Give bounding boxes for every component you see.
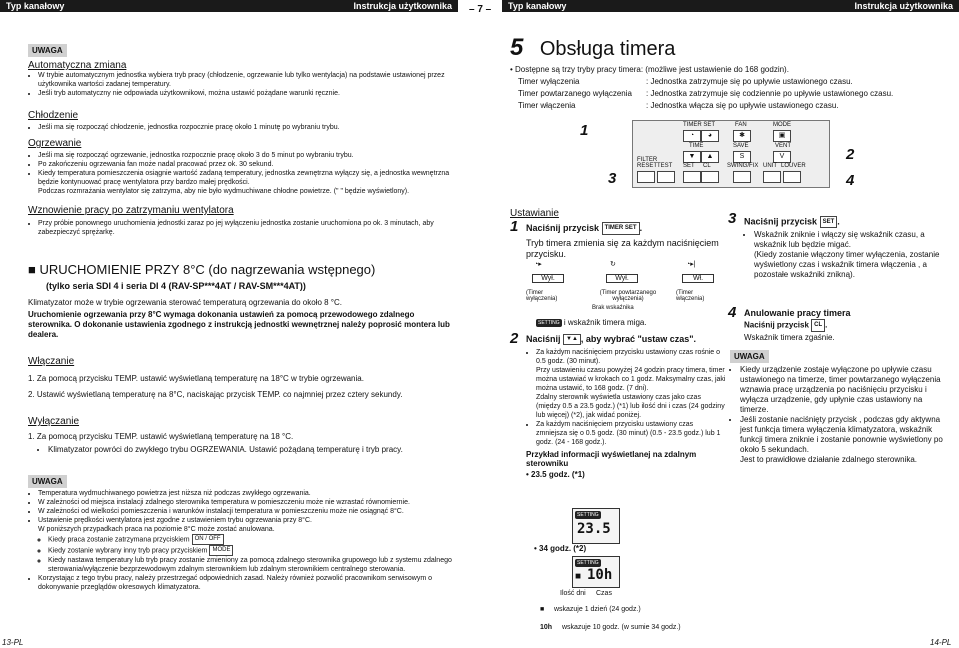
auto-bullet-2: • Jeśli tryb automatyczny nie odpowiada użytkownikowi, można ustawić pożądane warunki ręcznie.	[38, 89, 456, 98]
setting-line: i wskaźnik timera miga.	[563, 318, 647, 327]
label-reset: RESET	[637, 163, 658, 169]
note-4e: ◦ Kiedy nastawa temperatury lub tryb pracy zostanie zmieniony za pomocą zdalnego sterownika grupowego lub z systemu zdalnego sterowania/wyłączenie bezprzewodowym zdalnym sterownikiem lub zdalnym sterownikiem centralnego sterowania.	[48, 556, 456, 574]
step-4-number: 4	[728, 304, 737, 321]
label-filter: FILTER	[637, 157, 658, 163]
legend-2	[540, 624, 681, 631]
no-indicator-label: Brak wskaźnika	[592, 305, 634, 311]
step-1-heading: Naciśnij przycisk TIMER SET .	[526, 222, 726, 235]
legend-1-marker: ■	[540, 606, 545, 613]
step-2-bullet-1c: Zdalny sterownik wyświetla ustawiony czas jako czas (między 0.5 a 23.5 godz.) (*1) lub ilość dni i czas (24 godziny lub więcej) (*2), jak widać poniżej.	[536, 394, 725, 419]
preheat-title-block	[28, 262, 456, 291]
auto-bullet-1: • W trybie automatycznym jednostka wybiera tryb pracy (chłodzenie, ogrzewanie lub tylko wentylacja) na podstawie ustawionej przez użytkownika wartości zadanej temperatury.	[38, 71, 456, 89]
label-swing: SWING/FIX	[727, 163, 759, 169]
time-button-icon: ▼▲	[563, 334, 581, 345]
step-3-number: 3	[728, 210, 737, 227]
step-2-bullet-1	[536, 348, 726, 420]
vent-button[interactable]: V	[773, 151, 791, 163]
on-title: Włączanie	[28, 356, 75, 367]
step-2-title-a: Naciśnij	[526, 333, 561, 344]
repeat-icon: ↻	[610, 261, 616, 268]
on-timer-icon: ◔▸|	[686, 261, 696, 268]
note-1: • Temperatura wydmuchiwanego powietrza jest niższa niż podczas zwykłego ogrzewania.	[38, 489, 456, 498]
filter-reset-button[interactable]	[637, 171, 655, 183]
label-vent: VENT	[775, 143, 792, 149]
note-4d-text: Kiedy zostanie wybrany inny tryb pracy przyciskiem	[48, 547, 208, 555]
timer-row-1-key: Timer powtarzanego wyłączenia	[518, 89, 632, 98]
time-down-button[interactable]: ▼	[683, 151, 701, 163]
note-5: • Korzystając z tego trybu pracy, należy przestrzegać odpowiednich zasad. Należy również pozwolić pracownikom serwisowym o dokonywanie przeglądów okresowych klimatyzatora.	[38, 574, 456, 592]
right-footer: 14-PL	[930, 638, 952, 647]
legend-1-text: wskazuje 1 dzień (24 godz.)	[553, 606, 641, 613]
label-set: SET	[683, 163, 695, 169]
left-header-right: Instrukcja użytkownika	[353, 1, 452, 11]
off-timer-icon: ◔▸	[534, 261, 542, 268]
right-note-2b: Jest to prawidłowe działanie zdalnego sterownika.	[740, 455, 917, 464]
example-title: Przykład informacji wyświetlanej na zdalnym sterowniku	[526, 450, 697, 468]
louver-button[interactable]	[783, 171, 801, 183]
heat-bullet-2: • Po zakończeniu ogrzewania fan może nadal pracować przez ok. 30 sekund.	[38, 160, 456, 169]
step-4-heading: Naciśnij przycisk CL .	[744, 319, 952, 332]
preheat-title: URUCHOMIENIE PRZY 8°C (do nagrzewania wstępnego)	[39, 262, 376, 277]
note-2: • W zależności od miejsca instalacji zdalnego sterownika temperatura w pomieszczeniu może nie wzrastać równomiernie.	[38, 498, 456, 507]
step-2-bullet-1-text: Za każdym naciśnięciem przycisku ustawiony czas rośnie o 0.5 godz. (30 minut).	[536, 349, 721, 365]
step-4	[744, 308, 952, 343]
timer-row-1	[510, 88, 950, 100]
auto-section	[28, 60, 456, 98]
right-notes	[730, 365, 950, 465]
step-3-heading: Naciśnij przycisk SET .	[744, 216, 840, 227]
step-3-bullet	[754, 230, 952, 280]
heat-section	[28, 138, 456, 196]
mode-label-1: (Timer powtarzanego wyłączenia)	[599, 290, 657, 302]
section-title: Obsługa timera	[539, 38, 676, 60]
timer-intro	[510, 64, 950, 112]
step-2-number: 2	[510, 330, 519, 347]
callout-2: 2	[846, 146, 855, 163]
step-3-bullet-text: Wskaźnik zniknie i włączy się wskaźnik czasu, a wskaźnik lub będzie migać.	[754, 230, 925, 249]
preheat-subtitle: (tylko seria SDI 4 i seria DI 4 (RAV-SP***4AT / RAV-SM***4AT))	[46, 281, 306, 291]
heat-bullet-3: • Kiedy temperatura pomieszczenia osiągnie wartość zadaną temperatury, jednostka zewnętrzna wyłączy się, a jednostka wewnętrzna będzie kontynuować pracę wentylatora przy bardzo małej prędkości.	[38, 169, 456, 187]
label-test: TEST	[657, 163, 673, 169]
step-4-desc: Wskaźnik timera zgaśnie.	[744, 333, 835, 342]
resume-section	[28, 205, 456, 237]
preheat-intro	[28, 298, 456, 340]
cl-button-icon: CL	[811, 319, 825, 332]
uwaga-badge-bottom: UWAGA	[28, 475, 67, 488]
legend-1	[540, 606, 641, 613]
timer-row-0-key: Timer wyłączenia	[518, 77, 580, 86]
left-footer: 13-PL	[2, 638, 24, 647]
preheat-heading	[28, 262, 456, 277]
unit-button[interactable]	[763, 171, 781, 183]
on-off-button-icon: ON / OFF	[192, 534, 224, 545]
off-section	[28, 416, 456, 455]
test-button[interactable]	[657, 171, 675, 183]
label-cl: CL	[703, 163, 711, 169]
label-time: TIME	[689, 143, 704, 149]
remote-panel	[632, 120, 830, 188]
label-unit: UNIT	[763, 163, 777, 169]
note-4d	[48, 545, 456, 556]
mode-button-icon: MODE	[209, 545, 233, 556]
left-header-bar	[0, 0, 458, 12]
step-3-bullet-c: (Kiedy zostanie włączony timer wyłączenia, zostanie wyświetlony czas i wskaźnik timera włączenia , a pozostałe wskaźniki znikną).	[754, 250, 940, 279]
time-up-button[interactable]: ▲	[701, 151, 719, 163]
mode-button[interactable]: ▣	[773, 130, 791, 142]
lcd-example-1	[572, 508, 620, 544]
timer-row-2	[510, 100, 950, 112]
step-2-bullet-1b: Przy ustawieniu czasu powyżej 24 godzin pracy timera, timer można ustawiać w krokach co 1 godz. Maksymalny czas, jaki można ustawić, to 168 godz. (7 dni).	[536, 367, 726, 392]
fan-button[interactable]: ✱	[733, 130, 751, 142]
timer-row-0	[510, 76, 950, 88]
step-1-desc: Tryb timera zmienia się za każdym naciśnięciem przycisku.	[526, 238, 719, 259]
on-section	[28, 356, 456, 400]
note-3: • W zależności od wielkości pomieszczenia i warunków instalacji temperatura w pomieszczeniu może nie osiągnąć 8°C.	[38, 507, 456, 516]
timer-down-button[interactable]: ◕	[701, 130, 719, 142]
step-2-title-b: , aby wybrać "ustaw czas".	[580, 333, 697, 344]
lcd-1-setting-badge: SETTING	[577, 512, 599, 518]
timer-row-0-val: : Jednostka zatrzymuje się po upływie ustawionego czasu.	[646, 77, 853, 86]
callout-3: 3	[608, 170, 617, 187]
mode-label-0: (Timer wyłączenia)	[526, 290, 558, 302]
label-louver: LOUVER	[781, 163, 806, 169]
example-1-text: 23.5 godz. (*1)	[531, 470, 585, 479]
on-step-2: 2. Ustawić wyświetlaną temperaturę na 8°C, naciskając przycisk TEMP. co najmniej przez cztery sekundy.	[28, 390, 403, 399]
timer-intro-text: • Dostępne są trzy tryby pracy timera: (możliwe jest ustawienie do 168 godzin).	[510, 65, 789, 74]
setup-title: Ustawianie	[510, 208, 559, 219]
right-header-right: Instrukcja użytkownika	[854, 1, 953, 11]
timer-row-2-val: : Jednostka włącza się po upływie ustawionego czasu.	[646, 101, 839, 110]
section-heading	[510, 34, 675, 62]
left-header-title: Typ kanałowy	[6, 1, 65, 11]
example-1-label: • 23.5 godz. (*1)	[526, 470, 585, 479]
heat-defrost-note: Podczas rozmrażania wentylator się zatrzyma, aby nie było wydmuchiwane chłodne powietrze. (" " będzie wyświetlony).	[38, 188, 410, 195]
heat-title: Ogrzewanie	[28, 138, 82, 149]
timer-intro-line: Dostępne są trzy tryby pracy timera: (możliwe jest ustawienie do 168 godzin).	[515, 65, 789, 74]
setting-badge: SETTING	[538, 319, 560, 326]
auto-title: Automatyczna zmiana	[28, 60, 127, 71]
mode-box-0: Wył.	[532, 274, 564, 283]
off-bullet-1: • Klimatyzator powróci do zwykłego trybu OGRZEWANIA. Ustawić pożądaną temperaturę i tryb pracy.	[48, 444, 456, 455]
right-header-title: Typ kanałowy	[508, 1, 567, 11]
step-1-number: 1	[510, 218, 519, 235]
legend-2-marker: 10h	[540, 624, 553, 631]
set-button-icon: SET	[820, 216, 838, 228]
mode-label-2: (Timer włączenia)	[676, 290, 705, 302]
step-3	[744, 216, 952, 280]
label-mode: MODE	[773, 122, 791, 128]
preheat-intro-bold: Uruchomienie ogrzewania przy 8°C wymaga dokonania ustawień za pomocą przewodowego zdalnego sterownika. O dokonanie ustawienia zgodnego z instrukcją jednostki wewnętrznej należy poprosić montera lub dealera.	[28, 310, 450, 339]
note-4c	[48, 534, 456, 545]
label-fan: FAN	[735, 122, 747, 128]
timer-row-2-key: Timer włączenia	[518, 101, 576, 110]
lcd-2-value: 10h	[587, 567, 613, 583]
square-bullet-icon: ■	[28, 262, 36, 277]
resume-bullet-1: • Przy próbie ponownego uruchomienia jednostki zaraz po jej wyłączeniu jednostka zostanie uruchomiona po ok. 3 minutach, aby zabezpieczyć sprężarkę.	[38, 219, 456, 237]
section-number: 5	[510, 34, 524, 61]
step-2-heading	[526, 334, 726, 345]
callout-4: 4	[846, 172, 855, 189]
time-label: Czas	[596, 590, 612, 597]
lcd-2-day-marker: ■	[575, 571, 582, 582]
uwaga-badge-right: UWAGA	[730, 350, 769, 363]
timer-set-button-icon: TIMER SET	[602, 222, 640, 235]
resume-title: Wznowienie pracy po zatrzymaniu wentylatora	[28, 205, 234, 216]
preheat-intro-text: Klimatyzator może w trybie ogrzewania sterować temperaturą ogrzewania do około 8 °C.	[28, 298, 343, 307]
on-step-1: 1. Za pomocą przycisku TEMP. ustawić wyświetlaną temperaturę na 18°C w trybie ogrzewania.	[28, 374, 364, 383]
cool-section	[28, 110, 456, 132]
cool-bullet-1: • Jeśli ma się rozpocząć chłodzenie, jednostka rozpocznie pracę około 1 minutę po wybraniu trybu.	[38, 123, 456, 132]
right-note-1: • Kiedy urządzenie zostaje wyłączone po upływie czasu ustawionego na timerze, timer powtarzanego wyłączenia wznawia pracę urządzenia po naciśnięciu przycisku i wyłącza urządzenie, gdy upłynie czas ustawiony na timerze.	[740, 365, 950, 415]
step-2-bullet-2: • Za każdym naciśnięciem przycisku ustawiony czas zmniejsza się o 0.5 godz. (30 minut) (0.5 - 23.5 godz.) lub 1 godz. (24 - 168 godz.).	[536, 420, 726, 447]
note-4	[38, 516, 456, 574]
cool-title: Chłodzenie	[28, 110, 79, 121]
step-4-title: Anulowanie pracy timera	[744, 308, 851, 318]
uwaga-badge-top: UWAGA	[28, 44, 67, 57]
mode-cycle-diagram	[526, 260, 726, 320]
off-step-1: 1. Za pomocą przycisku TEMP. ustawić wyświetlaną temperaturę na 18 °C.	[28, 432, 294, 441]
save-button[interactable]: S	[733, 151, 751, 163]
label-timer-set: TIMER SET	[683, 122, 716, 128]
timer-up-button[interactable]: ◔	[683, 130, 701, 142]
note-4b: W poniższych przypadkach praca na poziomie 8°C może zostać anulowana.	[38, 526, 275, 533]
callout-1: 1	[580, 122, 589, 139]
timer-row-1-val: : Jednostka zatrzymuje się codziennie po upływie ustawionego czasu.	[646, 89, 894, 98]
step-1-title: Naciśnij przycisk	[526, 222, 600, 233]
step-3-title: Naciśnij przycisk	[744, 216, 818, 227]
lcd-1-value: 23.5	[577, 521, 611, 537]
step-2	[526, 334, 726, 479]
right-note-2: • Jeśli zostanie naciśnięty przycisk , podczas gdy aktywna jest funkcja timera wyłączenia klimatyzatora, wskaźnik funkcji timera zniknie i zostanie ponownie wyświetlony po około 5 sekundach.	[740, 415, 950, 455]
setting-blink-note	[536, 318, 647, 327]
days-label: Ilość dni	[560, 590, 586, 597]
lcd-example-2	[572, 556, 620, 588]
swing-button[interactable]	[733, 171, 751, 183]
cl-button[interactable]	[701, 171, 719, 183]
step-1	[526, 222, 726, 260]
mode-box-1: Wył.	[606, 274, 638, 283]
label-save: SAVE	[733, 143, 749, 149]
page-number: – 7 –	[469, 4, 492, 15]
example-2-text: 34 godz. (*2)	[539, 544, 587, 553]
note-4c-text: Kiedy praca zostanie zatrzymana przyciskiem	[48, 536, 190, 544]
legend-2-text: wskazuje 10 godz. (w sumie 34 godz.)	[561, 624, 681, 631]
step-4-press: Naciśnij przycisk	[744, 320, 809, 330]
notes-section	[28, 489, 456, 592]
mode-box-2: Wł.	[682, 274, 714, 283]
set-button[interactable]	[683, 171, 701, 183]
note-4-text: Ustawienie prędkości wentylatora jest zgodne z ustawieniem trybu ogrzewania przy 8°C.	[38, 517, 312, 524]
example-2-label: • 34 godz. (*2)	[534, 544, 587, 553]
lcd-2-setting-badge: SETTING	[577, 560, 599, 566]
right-header-bar	[502, 0, 959, 12]
off-title: Wyłączanie	[28, 416, 80, 427]
heat-bullet-1: • Jeśli ma się rozpocząć ogrzewanie, jednostka rozpocznie pracę około 3 do 5 minut po wybraniu trybu.	[38, 151, 456, 160]
